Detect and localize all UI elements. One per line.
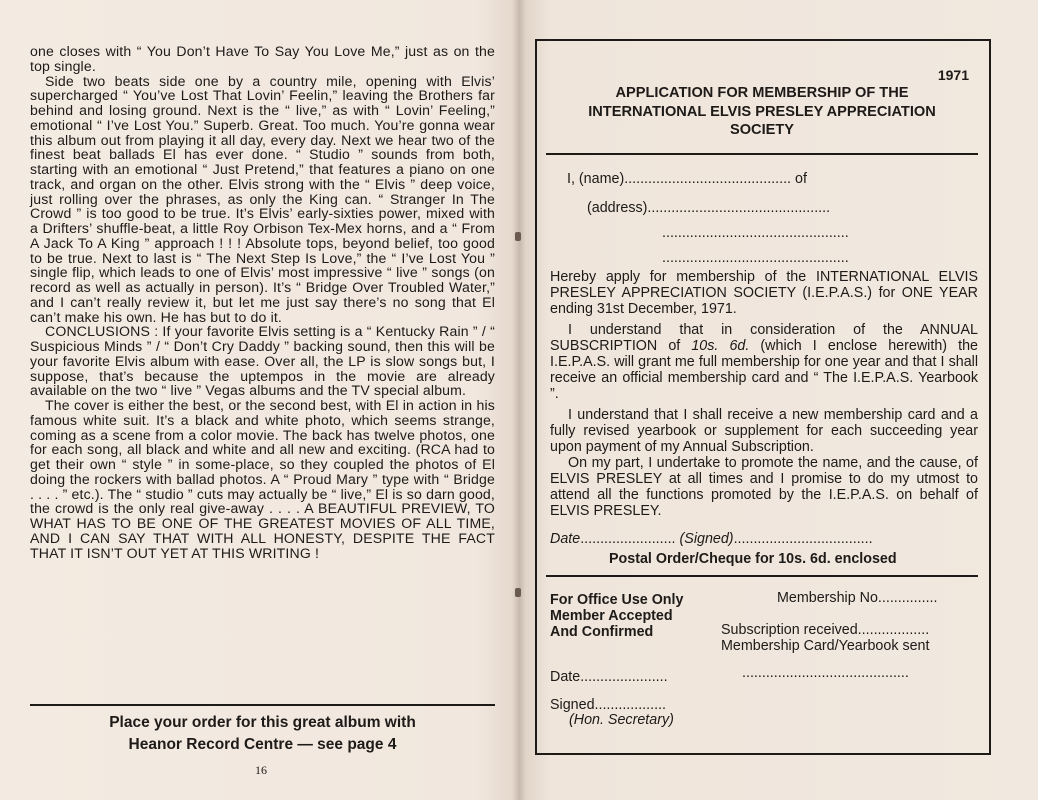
subscription-text-b: (which I enclose herewith) the I.E.P.A.S. will grant me full membership for one year and that I shall receive an official membership card and “ The I.E.P.A.S. Yearbook ”. bbox=[550, 338, 978, 402]
declaration-renewal: I understand that I shall receive a new membership card and a fully revised yearbook or supplement for each succeeding year upon payment of my Annual Subscription. bbox=[550, 407, 978, 455]
postal-order-note: Postal Order/Cheque for 10s. 6d. enclosed bbox=[609, 551, 897, 567]
order-notice bbox=[30, 704, 495, 756]
membership-no-field[interactable]: Membership No............... bbox=[777, 590, 938, 606]
review-paragraph-2: Side two beats side one by a country mile, opening with Elvis’ supercharged “ You’ve Lost That Lovin’ Feelin,” leaving the Brothers far behind and losing ground. Next is the “ live,” as with “ Lovin’ Feeling,” emotional “ I’ve Lost You.” Superb. Great. Too much. You’re gonna wear this album out from playing it all day, every day. Next we hear two of the finest beat ballads El has ever done. “ Studio ” sounds from both, starting with an emotional “ Just Pretend,” that features a piano on one track, and organ on the other. Elvis strong with the “ Elvis ” deep voice, just rolling over the phrases, as only the King can. “ Stranger In The Crowd ” is too good to be true. It’s Elvis’ early-sixties power, mixed with a Drifters’ shuffle-beat, a little Roy Orbison Tex-Mex horns, and a “ From A Jack To A King ” approach ! ! ! Absolute tops, beyond belief, too good to be true. Next to last is “ The Next Step Is Love,” the “ I’ve Lost You ” single flip, which leads to one of Elvis’ most impressive “ live ” songs (on record as well as actually in person). It’s “ Bridge Over Troubled Water,” and I can’t really review it, but let me just say there’s no song that El can’t make his own. He has but to do it. bbox=[30, 72, 495, 325]
hon-secretary-label: (Hon. Secretary) bbox=[569, 712, 674, 728]
subscription-text-a: I understand that in consideration of the ANNUAL SUBSCRIPTION of bbox=[550, 322, 978, 354]
membership-application-form bbox=[535, 39, 991, 755]
page-number: 16 bbox=[255, 763, 267, 777]
order-notice-line1: Place your order for this great album with bbox=[109, 714, 416, 731]
order-notice-line2: Heanor Record Centre — see page 4 bbox=[128, 736, 397, 753]
binding-gutter bbox=[512, 0, 526, 800]
form-title bbox=[557, 84, 967, 140]
date-dots: ........................ bbox=[580, 531, 676, 547]
address-field-line3[interactable]: ............................................... bbox=[662, 250, 849, 266]
form-title-line3: SOCIETY bbox=[729, 122, 795, 139]
and-confirmed-label: And Confirmed bbox=[550, 624, 654, 640]
declaration-undertaking: On my part, I undertake to promote the name, and the cause, of ELVIS PRESLEY at all times and I promise to do my utmost to attend all the functions promoted by the I.E.P.A.S. on behalf of ELVIS PRESLEY. bbox=[550, 455, 978, 519]
office-signed-field[interactable]: Signed.................. bbox=[550, 697, 667, 713]
album-review-article bbox=[30, 44, 495, 560]
date-label: Date bbox=[550, 531, 581, 547]
declaration-subscription bbox=[550, 322, 978, 402]
declaration-apply: Hereby apply for membership of the INTERNATIONAL ELVIS PRESLEY APPRECIATION SOCIETY (I.E.P.A.S.) for ONE YEAR ending 31st December, 1971. bbox=[550, 269, 978, 317]
member-accepted-label: Member Accepted bbox=[550, 608, 673, 624]
review-paragraph-1: one closes with “ You Don’t Have To Say You Love Me,” just as on the top single. bbox=[30, 43, 495, 74]
subscription-fee: 10s. 6d. bbox=[691, 338, 750, 354]
form-divider-top bbox=[546, 153, 978, 155]
form-divider-office bbox=[546, 575, 978, 577]
staple-bottom bbox=[515, 588, 521, 597]
subscription-received-field[interactable]: Subscription received.................. bbox=[721, 622, 930, 638]
address-field[interactable]: (address).............................................. bbox=[587, 200, 831, 216]
form-title-line1: APPLICATION FOR MEMBERSHIP OF THE bbox=[615, 85, 909, 101]
staple-top bbox=[515, 232, 521, 241]
form-title-line2: INTERNATIONAL ELVIS PRESLEY APPRECIATION bbox=[588, 103, 936, 120]
office-date-field[interactable]: Date...................... bbox=[550, 669, 668, 685]
membership-card-sent-field: Membership Card/Yearbook sent bbox=[721, 638, 930, 654]
review-paragraph-cover: The cover is either the best, or the second best, with El in action in his famous white suit. It’s a black and white photo, which seems strange, coming as a scene from a color movie. The back has twelve photos, one for each song, all black and white and all new and exciting. (RCA had to get their own “ style ” in some-place, so they coupled the photos of El doing the rockers with ballad photos. A “ Proud Mary ” type with “ Bridge . . . . ” etc.). The “ studio ” cuts may actually be “ live,” El is so darn good, the crowd is the only real give-away . . . . A BEAUTIFUL PREVIEW, TO WHAT HAS TO BE ONE OF THE GREATEST MOVIES OF ALL TIME, AND I CAN SAY THAT WITH ALL HONESTY, DESPITE THE FACT THAT IT ISN’T OUT YET AT THIS WRITING ! bbox=[30, 397, 495, 561]
review-paragraph-conclusions: CONCLUSIONS : If your favorite Elvis setting is a “ Kentucky Rain ” / “ Suspicious Minds ” / “ Don’t Cry Daddy ” backing sound, then this will be your favorite Elvis album with ease. Over all, the LP is slow songs but, I suppose, that’s because the uptempos in the movie are already available on the two “ live ” Vegas albums and the TV special album. bbox=[30, 323, 495, 399]
office-date-right-field[interactable]: .......................................... bbox=[742, 665, 909, 681]
signed-label: (Signed) bbox=[679, 531, 734, 547]
date-signed-line[interactable] bbox=[550, 531, 873, 547]
form-declaration bbox=[550, 269, 978, 519]
office-use-label: For Office Use Only bbox=[550, 592, 684, 608]
address-field-line2[interactable]: ............................................... bbox=[662, 225, 849, 241]
signed-dots: ................................... bbox=[733, 531, 873, 547]
name-field[interactable]: I, (name).......................................... of bbox=[567, 171, 807, 187]
form-year: 1971 bbox=[937, 67, 969, 83]
